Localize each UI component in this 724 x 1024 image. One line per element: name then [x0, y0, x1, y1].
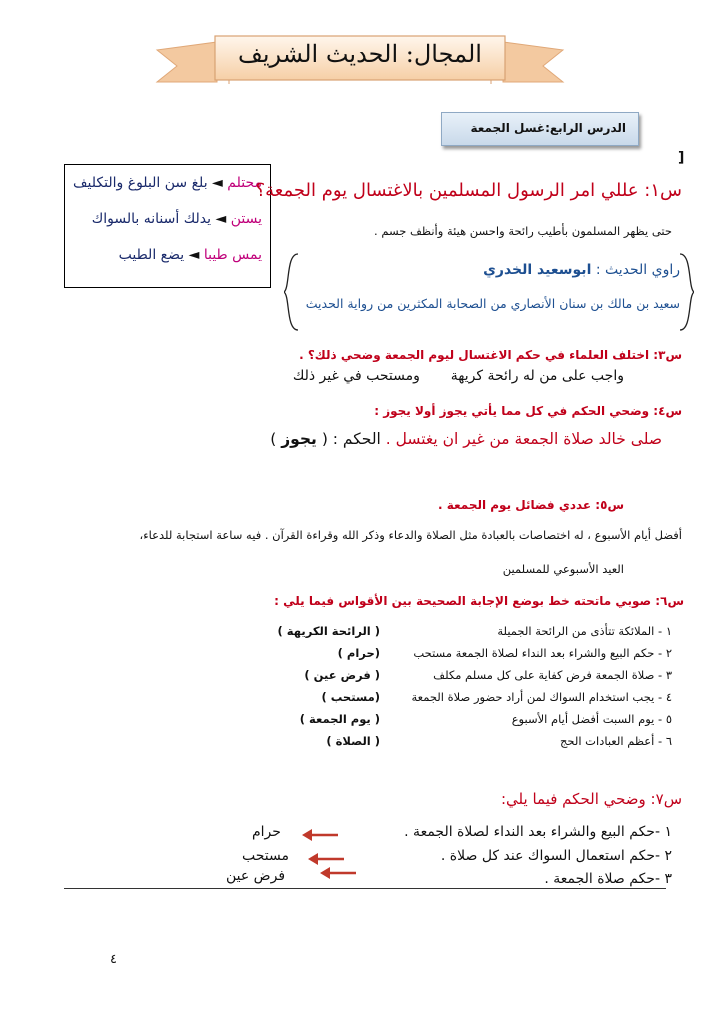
q7-item-answer: فرض عين	[226, 868, 286, 884]
arrow-left-icon	[318, 866, 358, 880]
q6-item-answer: ( فرض عين )	[304, 668, 380, 682]
ruling-close: )	[270, 430, 277, 448]
vocab-row	[92, 211, 262, 227]
vocab-meaning: يدلك أسنانه بالسواك	[91, 211, 212, 227]
q7-item-answer: حرام	[252, 824, 281, 840]
vocab-row	[119, 247, 262, 263]
q6-item-text: ٦ - أعظم العبادات الحج	[559, 734, 672, 748]
arrow-left-icon: ◄	[215, 211, 227, 227]
title-banner	[155, 32, 565, 90]
q7-item-text: ٢ -حكم استعمال السواك عند كل صلاة .	[440, 848, 672, 864]
q7-item-text: ١ -حكم البيع والشراء بعد النداء لصلاة الجمعة .	[404, 824, 672, 840]
answer-5-line-1: أفضل أيام الأسبوع ، له اختصاصات بالعبادة مثل الصلاة والدعاء وذكر الله وقراءة القرآن . فيه ساعة استجابة للدعاء،	[139, 528, 682, 542]
lesson-label-box	[441, 112, 639, 146]
q6-item-answer: ( الصلاة )	[326, 734, 380, 748]
vocab-meaning: يضع الطيب	[118, 247, 185, 263]
horizontal-rule	[64, 888, 666, 889]
arrow-left-icon: ◄	[188, 247, 200, 263]
q6-item-text: ١ - الملائكة تتأذى من الرائحة الجميلة	[497, 624, 672, 638]
q6-item-answer: (حرام )	[337, 646, 380, 660]
answer-3	[293, 368, 624, 384]
answer-3-b: ومستحب في غير ذلك	[292, 368, 420, 384]
bracket-mark: ]	[678, 150, 685, 166]
ruling-value: يجوز	[281, 430, 317, 448]
answer-3-a: واجب على من له رائحة كريهة	[450, 368, 624, 384]
page-number: ٤	[110, 952, 117, 967]
question-1: س١: عللي امر الرسول المسلمين بالاغتسال يوم الجمعة؟	[255, 180, 682, 201]
question-7: س٧: وضحي الحكم فيما يلي:	[501, 790, 682, 808]
answer-1: حتى يظهر المسلمون بأطيب رائحة واحسن هيئة وأنظف جسم .	[374, 224, 672, 238]
question-4: س٤: وضحي الحكم في كل مما يأتي يجوز أولا يجوز :	[374, 404, 682, 418]
q6-item-text: ٢ - حكم البيع والشراء بعد النداء لصلاة الجمعة مستحب	[413, 646, 672, 660]
q6-item-text: ٥ - يوم السبت أفضل أيام الأسبوع	[511, 712, 672, 726]
narrator-label: راوي الحديث :	[595, 262, 680, 278]
q7-item-answer: مستحب	[242, 848, 289, 864]
answer-5-line-2: العيد الأسبوعي للمسلمين	[502, 562, 624, 576]
q7-item-text: ٣ -حكم صلاة الجمعة .	[544, 871, 672, 887]
q6-item-answer: ( الرائحة الكريهة )	[277, 624, 380, 638]
q6-item-answer: (مستحب )	[321, 690, 380, 704]
vocab-row	[73, 175, 262, 191]
vocab-word: يمس طيبا	[203, 247, 262, 263]
vocab-word: يستن	[230, 211, 262, 227]
answer-4-statement: صلى خالد صلاة الجمعة من غير ان يغتسل .	[385, 430, 662, 448]
vocab-meaning: بلغ سن البلوغ والتكليف	[73, 175, 208, 191]
page-title: المجال: الحديث الشريف	[238, 40, 482, 68]
q6-item-text: ٤ - يجب استخدام السواك لمن أراد حضور صلاة الجمعة	[411, 690, 672, 704]
arrow-left-icon	[300, 828, 340, 842]
vocab-word: محتلم	[227, 175, 262, 191]
narrator-line	[483, 262, 680, 278]
arrow-left-icon	[306, 852, 346, 866]
question-3: س٣: اختلف العلماء في حكم الاغتسال ليوم الجمعة وضحي ذلك؟ .	[299, 348, 682, 362]
narrator-detail: سعيد بن مالك بن سنان الأنصاري من الصحابة المكثرين من رواية الحديث	[305, 296, 680, 311]
ruling-label: الحكم : (	[321, 430, 381, 448]
q6-item-answer: ( يوم الجمعة )	[299, 712, 380, 726]
q6-item-text: ٣ - صلاة الجمعة فرض كفاية على كل مسلم مكلف	[433, 668, 672, 682]
arrow-left-icon: ◄	[212, 175, 223, 191]
lesson-label: الدرس الرابع:غسل الجمعة	[470, 121, 626, 135]
question-5: س٥: عددي فضائل يوم الجمعة .	[437, 498, 624, 512]
question-6: س٦: صوبي ماتحته خط بوضع الإجابة الصحيحة بين الأقواس فيما يلي :	[274, 594, 684, 608]
narrator-name: ابوسعيد الخدري	[483, 262, 592, 278]
vocabulary-box	[64, 164, 271, 288]
answer-4	[270, 430, 662, 448]
